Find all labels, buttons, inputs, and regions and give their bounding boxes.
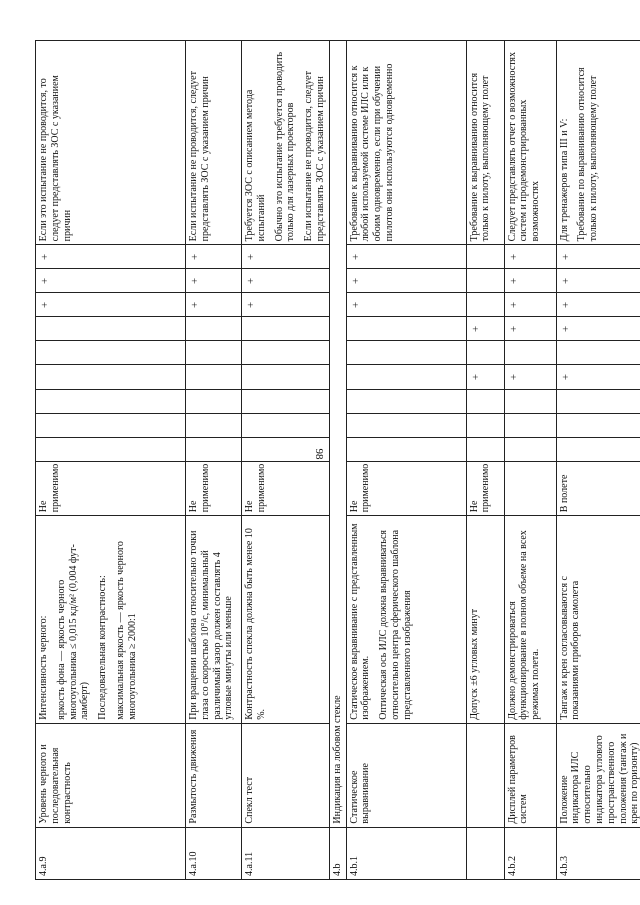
level-mark [186,437,242,461]
level-mark [556,389,640,413]
notes-cell [186,41,242,245]
row-number: 4.a.11 [242,827,330,879]
level-mark [346,389,466,413]
page-number: 98 [313,448,325,460]
level-mark [242,317,330,341]
section-row [329,41,346,880]
requirement-text: Оптическая ось ИЛС должна выравниваться относительно центра сферического шаблона представленного изображения [378,529,413,720]
requirement-text: Интенсивность черного: [38,615,49,720]
notes-cell [242,41,330,245]
level-mark [504,341,556,365]
level-mark [346,317,466,341]
applicability-status: Не применимо [36,461,186,516]
level-mark [346,437,466,461]
note-text: Для тренажеров типа III и V: [558,118,570,242]
section-title: Индикация на лобовом стекле [329,41,346,828]
level-mark: + [346,293,466,317]
level-mark [466,293,504,317]
level-mark: + [556,269,640,293]
level-mark [504,389,556,413]
note-text: Обычно это испытание требуется проводить только для лазерных проекторов [273,51,297,242]
level-mark [466,413,504,437]
note-text: Требование по выравниванию относится только к пилоту, выполняющему полет [576,67,600,242]
level-mark: + [36,245,186,269]
level-mark: + [556,293,640,317]
level-mark [36,389,186,413]
notes-cell [556,41,640,245]
test-name: Статическое выравнивание [346,723,466,827]
level-mark [242,389,330,413]
level-mark [186,389,242,413]
level-mark: + [504,245,556,269]
level-mark: + [242,245,330,269]
applicability-status: Не применимо [186,461,242,516]
level-mark [556,413,640,437]
level-mark: + [504,317,556,341]
requirement-text: Допуск ±6 угловых минут [468,608,480,720]
level-mark: + [186,293,242,317]
test-name: Спекл тест [242,723,330,827]
level-mark [346,413,466,437]
notes-cell [36,41,186,245]
requirement-text: Контрастность спекла должна быть менее 10 %. [244,528,267,720]
level-mark: + [242,269,330,293]
test-name: Уровень черного и последовательная контрастность [36,723,186,827]
test-name: Положение индикатора ИЛС относительно индикатора углового пространственного положения (тангаж и крен по горизонту) [556,723,640,827]
level-mark [346,341,466,365]
table-row [242,41,330,880]
level-mark [36,341,186,365]
requirements-table [35,40,640,880]
section-number: 4.b [329,827,346,879]
level-mark: + [504,269,556,293]
row-number: 4.a.10 [186,827,242,879]
note-text: Если это испытание не проводится, то следует представлять ЗОС с указанием причин [38,75,73,242]
row-number: 4.b.1 [346,827,466,879]
level-mark: + [346,269,466,293]
notes-cell [504,41,556,245]
requirement-text: Должно демонстрироваться функционирование в полном объеме на всех режимах полета. [506,530,542,720]
applicability-status: Не применимо [466,461,504,516]
table-row [186,41,242,880]
level-mark [242,437,330,461]
level-mark [36,437,186,461]
level-mark: + [242,293,330,317]
applicability-status [504,461,556,516]
requirement-text: яркость фона — яркость черного многоугольника ≤ 0,015 кд/м² (0,004 фут-ламберт) [55,544,91,720]
row-number: 4.b.2 [504,827,556,879]
level-mark: + [466,365,504,389]
row-number: 4.a.9 [36,827,186,879]
level-mark [36,365,186,389]
test-name [466,723,504,827]
level-mark [466,437,504,461]
requirement-text: Статическое выравнивание с представленным изображением. [348,523,372,720]
level-mark [466,341,504,365]
level-mark [466,245,504,269]
requirement-cell [36,516,186,724]
note-text: Требование к выравниванию относится только к пилоту, выполняющему полет [468,72,492,242]
table-row [556,41,640,880]
requirement-cell [186,516,242,724]
level-mark [466,389,504,413]
level-mark [186,341,242,365]
level-mark [242,413,330,437]
notes-cell [346,41,466,245]
level-mark [186,317,242,341]
requirement-cell [242,516,330,724]
test-name: Размытость движения [186,723,242,827]
applicability-status: Не применимо [346,461,466,516]
requirement-text: При вращении шаблона относительно точки глаза со скоростью 10°/с, минимальный различимый зазор должен составлять 4 угловые минуты или меньше [188,530,235,720]
rotated-page [35,40,640,880]
table-row [36,41,186,880]
row-number [466,827,504,879]
level-mark: + [504,293,556,317]
table-row [504,41,556,880]
requirement-cell [346,516,466,724]
level-mark: + [346,245,466,269]
level-mark [466,269,504,293]
row-number: 4.b.3 [556,827,640,879]
requirement-text: максимальная яркость — яркость черного многоугольника ≥ 2000:1 [114,541,138,720]
test-name: Дисплей параметров систем [504,723,556,827]
level-mark: + [466,317,504,341]
level-mark [242,365,330,389]
level-mark: + [504,365,556,389]
note-text: Требуется ЗОС с описанием метода испытаний [244,89,267,242]
requirement-text: Тангаж и крен согласовываются с показаниями приборов самолета [558,576,582,720]
note-text: Требование к выравниванию относится к любой используемой системе ИЛС или к обоим одновременно, если при обучении пилотов они используются одновременно [348,63,395,242]
level-mark [556,341,640,365]
level-mark: + [556,365,640,389]
level-mark: + [556,245,640,269]
level-mark [186,413,242,437]
requirement-cell [504,516,556,724]
notes-cell [466,41,504,245]
requirement-cell [556,516,640,724]
level-mark [36,413,186,437]
table-row [466,41,504,880]
level-mark [556,437,640,461]
level-mark [504,413,556,437]
level-mark [186,365,242,389]
applicability-status: В полете [556,461,640,516]
level-mark: + [36,269,186,293]
level-mark: + [186,245,242,269]
level-mark [36,317,186,341]
level-mark [242,341,330,365]
level-mark: + [556,317,640,341]
note-text: Следует представлять отчет о возможностях систем и продемонстрированных возможностях [506,51,542,242]
level-mark: + [36,293,186,317]
level-mark [346,365,466,389]
table-row [346,41,466,880]
level-mark [504,437,556,461]
level-mark: + [186,269,242,293]
requirement-cell [466,516,504,724]
requirement-text: Последовательная контрастность: [97,575,109,720]
applicability-status: Не применимо [242,461,330,516]
note-text: Если испытание не проводится, следует представлять ЗОС с указанием причин [188,71,211,242]
note-text: Если испытание не проводится, следует представлять ЗОС с указанием причин [303,71,326,242]
